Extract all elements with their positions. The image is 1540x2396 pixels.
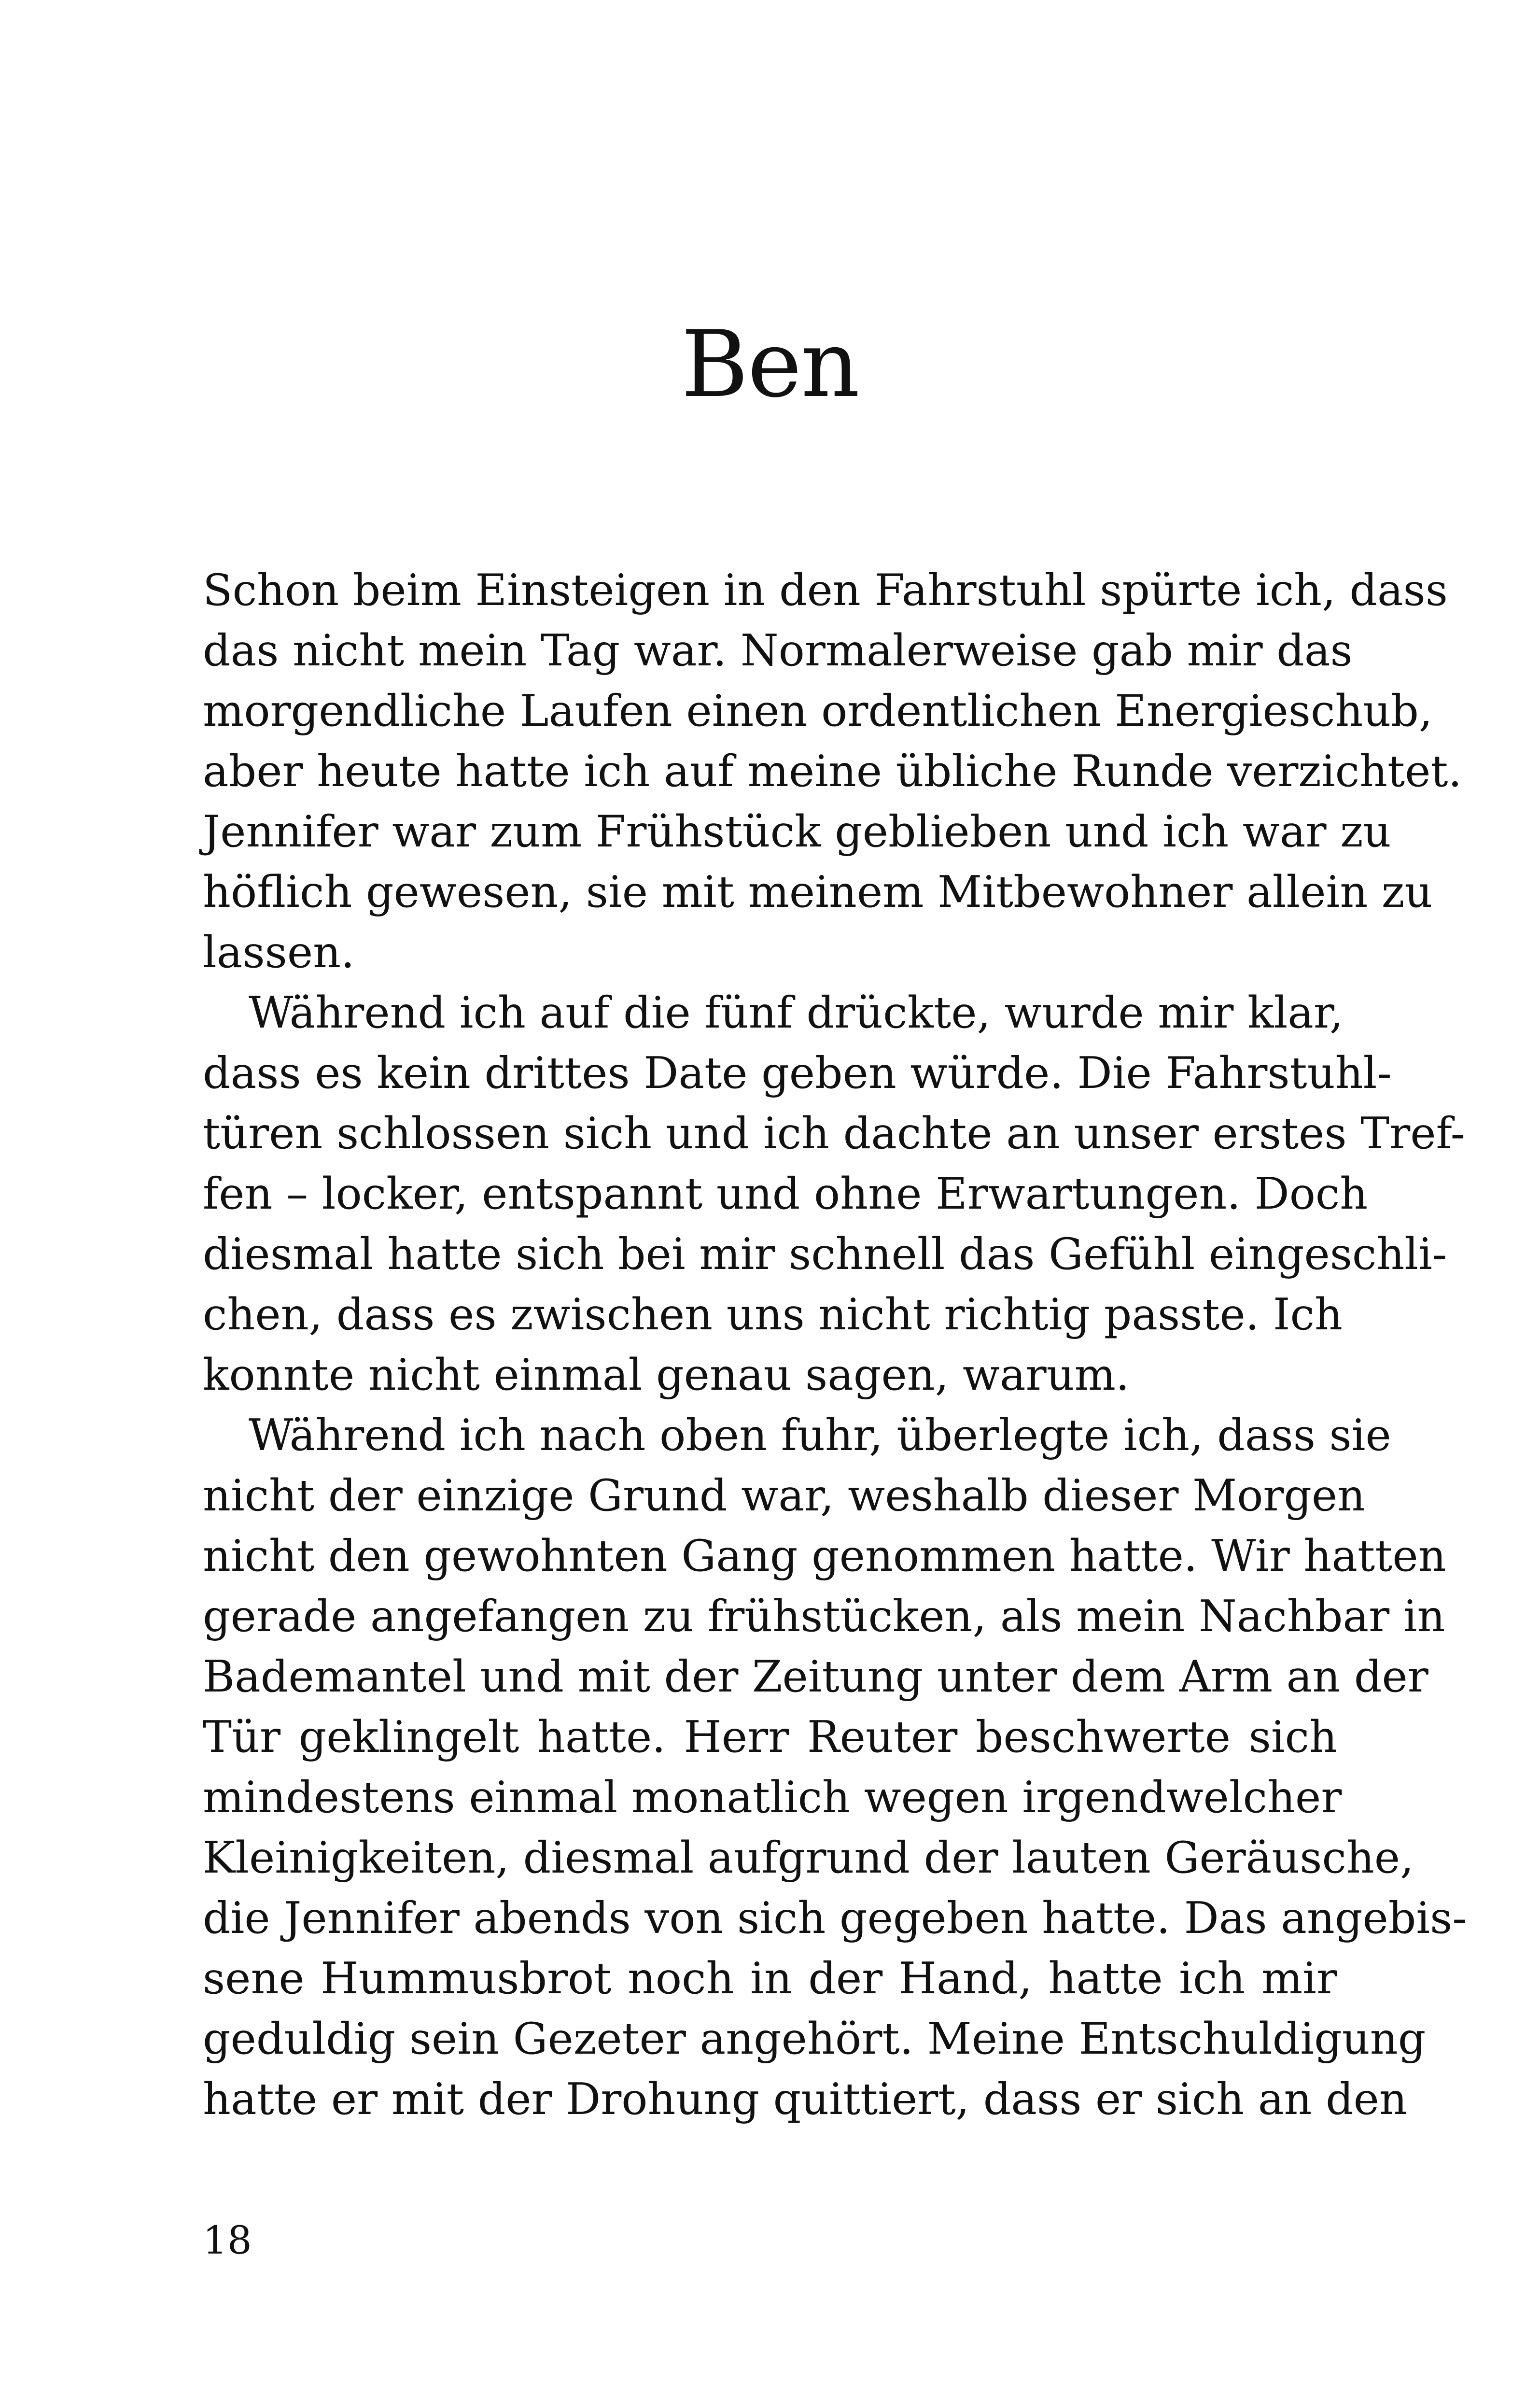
chapter-title: Ben <box>681 311 859 418</box>
text-line: mindestens einmal monatlich wegen irgendwelcher <box>203 1772 1342 1823</box>
body-text <box>203 560 1467 2129</box>
page-number: 18 <box>203 2218 252 2263</box>
text-line: morgendliche Laufen einen ordentlichen Energieschub, <box>203 686 1433 736</box>
text-line: dass es kein drittes Date geben würde. Die Fahrstuhl- <box>203 1048 1392 1099</box>
text-line: türen schlossen sich und ich dachte an unser erstes Tref- <box>203 1108 1466 1159</box>
text-line: chen, dass es zwischen uns nicht richtig passte. Ich <box>203 1289 1343 1340</box>
text-line: gerade angefangen zu frühstücken, als mein Nachbar in <box>203 1591 1445 1642</box>
text-line: konnte nicht einmal genau sagen, warum. <box>203 1350 1130 1400</box>
text-line: geduldig sein Gezeter angehört. Meine Entschuldigung <box>203 2014 1426 2064</box>
paragraph-3 <box>203 1405 1467 2129</box>
text-line: lassen. <box>203 927 355 978</box>
text-line: Kleinigkeiten, diesmal aufgrund der lauten Geräusche, <box>203 1832 1414 1883</box>
paragraph-1 <box>203 560 1462 983</box>
text-line: Tür geklingelt hatte. Herr Reuter beschwerte sich <box>203 1712 1337 1762</box>
text-line: nicht der einzige Grund war, weshalb dieser Morgen <box>203 1470 1366 1521</box>
text-line: Jennifer war zum Frühstück geblieben und ich war zu <box>203 806 1391 857</box>
text-line: nicht den gewohnten Gang genommen hatte. Wir hatten <box>203 1531 1446 1581</box>
text-line: Während ich auf die fünf drückte, wurde mir klar, <box>249 987 1344 1038</box>
text-line: fen – locker, entspannt und ohne Erwartungen. Doch <box>203 1169 1368 1219</box>
text-line: diesmal hatte sich bei mir schnell das Gefühl eingeschli- <box>203 1229 1447 1280</box>
text-line: die Jennifer abends von sich gegeben hatte. Das angebis- <box>203 1893 1467 1944</box>
text-line: aber heute hatte ich auf meine übliche Runde verzichtet. <box>203 746 1462 797</box>
text-line: Bademantel und mit der Zeitung unter dem Arm an der <box>203 1651 1428 1702</box>
text-line: Schon beim Einsteigen in den Fahrstuhl spürte ich, dass <box>203 565 1448 616</box>
text-line: sene Hummusbrot noch in der Hand, hatte ich mir <box>203 1953 1337 2004</box>
paragraph-2 <box>203 983 1466 1405</box>
text-line: Während ich nach oben fuhr, überlegte ich, dass sie <box>249 1410 1391 1461</box>
text-line: hatte er mit der Drohung quittiert, dass er sich an den <box>203 2074 1407 2125</box>
text-line: höflich gewesen, sie mit meinem Mitbewohner allein zu <box>203 867 1433 917</box>
text-line: das nicht mein Tag war. Normalerweise gab mir das <box>203 625 1353 676</box>
